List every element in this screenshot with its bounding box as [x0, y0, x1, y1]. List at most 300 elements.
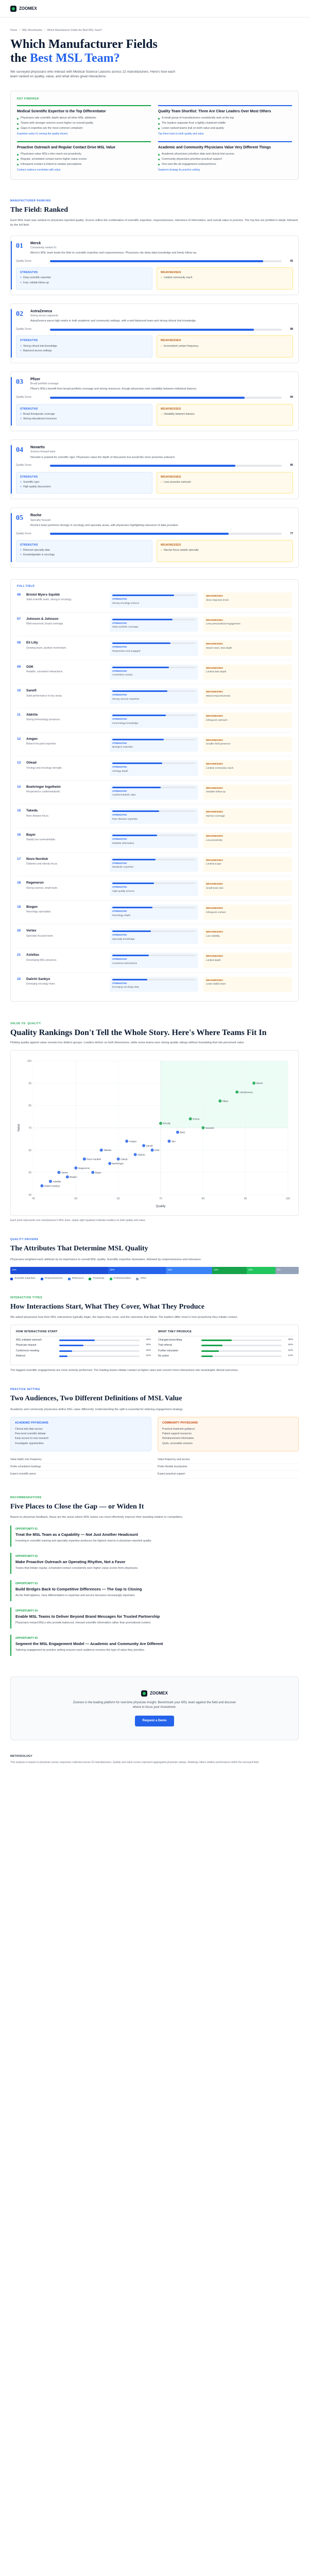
- pros-cons-grid: [16, 404, 293, 426]
- score-label: Quality Score: [16, 532, 32, 535]
- interaction-name: Changed prescribing: [158, 1338, 182, 1342]
- row-rank: 19: [17, 905, 21, 909]
- row-weakness: [203, 592, 292, 608]
- row-team: [17, 688, 105, 704]
- legend-swatch: [41, 1278, 43, 1280]
- row-score: [112, 810, 196, 812]
- row-weakness-head: WEAKNESSES: [206, 666, 223, 669]
- data-point: [66, 1175, 69, 1178]
- row-score-track: [112, 859, 196, 860]
- interactions-produce-col: [158, 1330, 293, 1360]
- row-weakness-head: WEAKNESSES: [206, 738, 223, 741]
- full-field-row: [17, 708, 292, 732]
- recommendation-body: Investing in scientific training and specialty expertise produces the highest returns in physician-reported quality.: [15, 1539, 152, 1543]
- interactions-grid: [10, 1325, 299, 1365]
- row-name: [17, 857, 105, 861]
- row-weakness-head: WEAKNESSES: [206, 978, 223, 981]
- row-weakness: [203, 880, 292, 896]
- weaknesses-head: WEAKNESSES: [161, 271, 181, 275]
- row-team: [17, 880, 105, 896]
- full-field-row: [17, 684, 292, 708]
- interaction-row: [16, 1354, 151, 1358]
- attribute-segment: 34%: [10, 1267, 108, 1274]
- interaction-row: [158, 1338, 293, 1342]
- row-description: Virology and oncology strength.: [26, 766, 62, 770]
- row-strength-text: Strong vaccine expertise: [112, 698, 140, 701]
- recommendations-intro: Based on physician feedback, these are the areas where MSL teams can most effectively improve their standing relative to competitors.: [10, 1516, 183, 1519]
- score-track: [50, 260, 282, 262]
- row-name: [17, 760, 105, 765]
- interaction-fill: [59, 1350, 72, 1352]
- row-team: [17, 760, 105, 776]
- audiences-intro: Academic and community physicians define MSL value differently. Understanding the split is essential for tailoring engagement strategy.: [10, 1408, 183, 1411]
- row-description: Solid scientific team, strong in oncology.: [26, 598, 72, 602]
- point-label: Boehringer: [112, 1162, 124, 1165]
- strengths-box: [16, 335, 152, 358]
- community-head: COMMUNITY PHYSICIANS: [162, 1421, 198, 1425]
- row-score-fill: [112, 955, 149, 956]
- academic-traits: [10, 1456, 151, 1479]
- card-info: [30, 309, 196, 324]
- row-team: [17, 953, 105, 968]
- legend-item: [10, 1277, 36, 1281]
- data-point: [235, 1091, 238, 1094]
- full-field-row: [17, 900, 292, 924]
- row-description: Specialty focused team.: [26, 934, 54, 938]
- interaction-fill: [59, 1345, 83, 1346]
- team-subtitle: Consistently ranked #1: [30, 246, 57, 249]
- rank-number: 05: [16, 514, 23, 522]
- strengths-list: [20, 276, 148, 285]
- recommendations-list: [10, 1526, 299, 1656]
- score-fill: [50, 329, 254, 331]
- full-field-row: [17, 588, 292, 612]
- row-rank: 08: [17, 641, 21, 645]
- row-strength-text: Courteous interactions: [112, 962, 137, 965]
- methodology-text: This analysis is based on physician survey responses collected across 22 manufacturers. Quality and value scores represent aggregated physician ratings. Rankings reflect relative performance within the surveyed field.: [10, 1760, 260, 1764]
- team-subtitle: Strong across segments: [30, 314, 58, 317]
- interactions-title: How Interactions Start, What They Cover, What They Produce: [10, 1302, 204, 1311]
- full-field-label: FULL FIELD: [17, 584, 35, 588]
- community-box: [158, 1417, 299, 1451]
- full-field-row: [17, 924, 292, 948]
- row-team: [17, 617, 105, 632]
- strength-item: + Knowledgeable in oncology: [20, 553, 148, 557]
- recommendation-title: Segment the MSL Engagement Model — Academic and Community Are Different: [15, 1641, 163, 1647]
- row-strength: [110, 833, 198, 848]
- data-point: [74, 1166, 77, 1170]
- row-score-fill: [112, 715, 166, 716]
- team-name: Pfizer: [30, 378, 41, 382]
- row-rank: 10: [17, 689, 21, 693]
- attributes-section: [10, 1238, 299, 1281]
- row-strength-head: STRENGTHS: [112, 789, 127, 792]
- interaction-row: [158, 1344, 293, 1347]
- weaknesses-box: [157, 404, 293, 426]
- interactions-label: INTERACTION TYPES: [10, 1296, 43, 1299]
- data-point: [91, 1171, 94, 1174]
- row-score: [112, 979, 196, 980]
- interaction-track: [59, 1355, 140, 1357]
- attribute-segment: 10%: [247, 1267, 276, 1274]
- full-field-row: [17, 756, 292, 780]
- strengths-head: STRENGTHS: [20, 543, 38, 547]
- card-accent: [11, 513, 12, 562]
- row-score-fill: [112, 787, 161, 788]
- recommendation-item: [10, 1580, 299, 1601]
- request-demo-button[interactable]: Request a Demo: [135, 1716, 174, 1726]
- card-header: [16, 309, 293, 324]
- top-ranked-list: [10, 235, 299, 568]
- page-title-highlight: Best MSL Team?: [30, 52, 120, 65]
- row-weakness-text: Slow response times: [206, 599, 229, 602]
- recommendations-section: [10, 1496, 299, 1656]
- finding-card: [158, 141, 292, 172]
- row-score-track: [112, 955, 196, 956]
- row-rank: 11: [17, 713, 21, 717]
- weaknesses-list: [161, 549, 289, 552]
- row-strength: [110, 737, 198, 752]
- strengths-box: [16, 472, 152, 494]
- team-name: AstraZeneca: [30, 309, 53, 313]
- attributes-label: QUALITY DRIVERS: [10, 1238, 39, 1241]
- row-strength-head: STRENGTHS: [112, 693, 127, 697]
- x-axis-label: Quality: [156, 1205, 166, 1209]
- row-score-track: [112, 619, 196, 620]
- row-strength-text: Neurology depth: [112, 914, 131, 917]
- row-rank: 22: [17, 977, 21, 981]
- row-strength-text: Biologics expertise: [112, 746, 133, 749]
- card-info: [30, 241, 197, 256]
- full-field-row: [17, 852, 292, 876]
- academic-box: [10, 1417, 151, 1451]
- strengths-box: [16, 540, 152, 562]
- team-subtitle: Broad portfolio coverage: [30, 382, 59, 386]
- point-label: Takeda: [104, 1149, 112, 1152]
- breadcrumb-home[interactable]: Home: [10, 29, 18, 32]
- point-label: BMS: [180, 1131, 185, 1134]
- point-label: Vertex: [61, 1171, 68, 1174]
- score-value: 92: [290, 259, 293, 263]
- community-item: Reimbursement information: [162, 1437, 194, 1440]
- row-strength: [110, 905, 198, 920]
- row-rank: 16: [17, 833, 21, 837]
- row-strength-head: STRENGTHS: [112, 958, 127, 961]
- row-weakness-head: WEAKNESSES: [206, 835, 223, 838]
- interaction-row: [16, 1344, 151, 1347]
- row-strength-text: Immunology knowledge: [112, 722, 139, 725]
- rank-number: 03: [16, 378, 23, 386]
- cta-text: Zoomex is the leading platform for real-time physician insight. Benchmark your MSL team against the field and discover where to focus your investment.: [73, 1701, 236, 1709]
- finding-note: Contact cadence correlates with value: [17, 168, 61, 172]
- card-accent: [11, 445, 12, 494]
- row-weakness: [203, 808, 292, 824]
- weakness-item: – Inconsistent contact frequency: [161, 345, 289, 348]
- card-header: [16, 445, 293, 460]
- team-description: Merck's MSL team leads the field on scientific expertise and responsiveness. Physicians cite deep data knowledge and timely follow-up.: [30, 251, 197, 255]
- interaction-track: [59, 1350, 140, 1352]
- point-label: Biogen: [70, 1176, 77, 1179]
- row-score-fill: [112, 762, 162, 764]
- point-label: Gilead: [121, 1158, 128, 1161]
- point-label: Pfizer: [222, 1099, 229, 1103]
- row-weakness-text: Low proactivity: [206, 839, 222, 842]
- strength-item: + Strong clinical trial knowledge: [20, 345, 148, 348]
- full-field-row: [17, 804, 292, 828]
- row-strength-head: STRENGTHS: [112, 909, 127, 912]
- weaknesses-box: [157, 267, 293, 290]
- full-field-row: [17, 780, 292, 804]
- score-row: [16, 396, 293, 399]
- full-field-row: [17, 636, 292, 660]
- team-description: Roche's team performs strongly in oncology and specialty areas, with physicians highlighting relevance of data provided.: [30, 523, 179, 527]
- row-weakness-text: Mixed responsiveness: [206, 695, 231, 698]
- field-title: The Field: Ranked: [10, 206, 68, 214]
- row-score-track: [112, 739, 196, 740]
- row-weakness-head: WEAKNESSES: [206, 690, 223, 693]
- row-description: Solid performance in key areas.: [26, 694, 63, 698]
- finding-points: [17, 116, 151, 130]
- row-team-name: Amgen: [26, 737, 38, 741]
- team-description: AstraZeneca earns high marks in both academic and community settings, with a well-balanced team and strong clinical trial knowledge.: [30, 319, 197, 323]
- y-tick-label: 60: [28, 1149, 31, 1153]
- breadcrumb-section[interactable]: MSL Benchmarks: [22, 29, 43, 32]
- row-strength-text: Wide portfolio coverage: [112, 626, 139, 629]
- weakness-item: – Variability between liaisons: [161, 413, 289, 416]
- row-score-fill: [112, 883, 154, 884]
- score-value: 88: [290, 328, 293, 331]
- recommendation-body: Teams that initiate regular, scheduled contact consistently earn higher value scores from physicians.: [15, 1567, 139, 1570]
- row-description: Rare disease focus.: [26, 814, 49, 818]
- row-weakness-head: WEAKNESSES: [206, 883, 223, 886]
- data-point: [176, 1131, 179, 1134]
- full-field-row: [17, 948, 292, 972]
- row-weakness: [203, 760, 292, 776]
- row-weakness-head: WEAKNESSES: [206, 858, 223, 861]
- weakness-item: – Less proactive outreach: [161, 481, 289, 484]
- attributes-legend: [10, 1277, 299, 1281]
- row-team-name: Gilead: [26, 761, 37, 765]
- finding-note: Segment strategy by practice setting: [158, 168, 200, 172]
- row-weakness: [203, 833, 292, 848]
- academic-trait: Prefer scheduled meetings: [10, 1464, 151, 1471]
- row-score: [112, 859, 196, 860]
- ranked-team-card: [10, 507, 299, 567]
- strengths-head: STRENGTHS: [20, 271, 38, 275]
- strengths-head: STRENGTHS: [20, 475, 38, 479]
- interaction-fill: [59, 1340, 95, 1341]
- data-point: [159, 1122, 162, 1125]
- ranked-team-card: [10, 439, 299, 499]
- row-strength: [110, 857, 198, 872]
- full-field-row: [17, 828, 292, 852]
- recommendation-kicker: OPPORTUNITY 02: [15, 1555, 38, 1558]
- score-track: [50, 397, 282, 399]
- row-weakness-text: Least visible team: [206, 983, 226, 986]
- recommendation-body: Tailoring engagement by practice setting ensures each audience receives the type of value they prioritize.: [15, 1649, 145, 1652]
- row-rank: 12: [17, 737, 21, 741]
- card-header: [16, 513, 293, 528]
- row-strength: [110, 713, 198, 728]
- row-weakness: [203, 953, 292, 968]
- y-tick-label: 90: [28, 1082, 31, 1086]
- key-findings: [10, 91, 299, 180]
- team-subtitle: Specialty focused: [30, 518, 51, 522]
- interaction-name: Referral: [16, 1354, 25, 1358]
- row-weakness-head: WEAKNESSES: [206, 594, 223, 597]
- interaction-value: 38%: [288, 1338, 293, 1342]
- finding-point: Physicians value MSLs who reach out proactively: [17, 152, 151, 157]
- row-rank: 20: [17, 929, 21, 933]
- recommendation-title: Enable MSL Teams to Deliver Beyond Brand Messages for Trusted Partnership: [15, 1614, 160, 1619]
- academic-trait: Expect scientific peers: [10, 1471, 151, 1478]
- row-weakness-text: Limited community reach: [206, 767, 234, 770]
- data-point: [57, 1171, 60, 1174]
- data-point: [252, 1081, 255, 1084]
- row-description: Respected in cardiometabolic.: [26, 790, 61, 794]
- row-team-name: Bayer: [26, 833, 36, 837]
- page-title-main: Which Manufacturer Fields the: [10, 38, 158, 65]
- interaction-name: Trial referral: [158, 1344, 172, 1347]
- card-accent: [11, 377, 12, 426]
- finding-card: [17, 141, 151, 172]
- interaction-value: 26%: [288, 1344, 293, 1347]
- row-strength: [110, 760, 198, 776]
- row-strength-head: STRENGTHS: [112, 814, 127, 817]
- rank-number: 04: [16, 446, 23, 454]
- interaction-value: 14%: [288, 1354, 293, 1357]
- audiences-title: Two Audiences, Two Different Definitions of MSL Value: [10, 1395, 182, 1403]
- interaction-name: No action: [158, 1354, 169, 1358]
- scatter-title: Quality Rankings Don't Tell the Whole Story. Here's Where Teams Fit In: [10, 1028, 267, 1037]
- weaknesses-head: WEAKNESSES: [161, 475, 181, 479]
- recommendations-title: Five Places to Close the Gap — or Widen It: [10, 1502, 144, 1511]
- legend-swatch: [136, 1278, 139, 1280]
- row-score-track: [112, 667, 196, 668]
- legend-label: Relevance: [72, 1277, 84, 1280]
- recommendation-title: Treat the MSL Team as a Capability — Not Just Another Headcount: [15, 1532, 138, 1537]
- scatter-section: [10, 1022, 299, 1223]
- y-tick-label: 50: [28, 1171, 31, 1175]
- cta-brand: ZOOMEX: [150, 1691, 168, 1696]
- brand-mark-icon: [10, 6, 16, 12]
- row-strength-text: Metabolic expertise: [112, 866, 134, 869]
- cta-logo: [21, 1690, 288, 1697]
- row-strength-head: STRENGTHS: [112, 718, 127, 720]
- strength-item: + Relevant specialty data: [20, 549, 148, 552]
- row-score-fill: [112, 739, 164, 740]
- row-name: [17, 808, 105, 813]
- top-bar: [0, 0, 309, 18]
- row-team-name: Biogen: [26, 905, 38, 909]
- weakness-item: – Narrow focus outside specialty: [161, 549, 289, 552]
- row-score: [112, 787, 196, 788]
- row-description: Biotech-focused expertise.: [26, 742, 57, 746]
- row-weakness-text: Narrow coverage: [206, 815, 225, 818]
- weakness-item: – Limited community reach: [161, 276, 289, 280]
- recommendation-item: [10, 1635, 299, 1656]
- score-label: Quality Score: [16, 464, 32, 467]
- cta-block: [10, 1676, 299, 1740]
- row-strength: [110, 953, 198, 968]
- row-strength-text: Responsive and engaged: [112, 650, 141, 653]
- interactions-section: [10, 1296, 299, 1373]
- rank-number: 02: [16, 310, 23, 318]
- finding-points: [158, 152, 292, 166]
- row-score-track: [112, 690, 196, 692]
- row-score-fill: [112, 642, 170, 644]
- team-name: Merck: [30, 241, 41, 245]
- community-item: Practical treatment guidance: [162, 1427, 195, 1431]
- data-point: [108, 1162, 111, 1165]
- row-strength: [110, 592, 198, 608]
- score-track: [50, 329, 282, 331]
- row-weakness-text: Limited data depth: [206, 671, 227, 674]
- row-score-track: [112, 907, 196, 908]
- row-score: [112, 930, 196, 932]
- point-label: Astellas: [53, 1180, 61, 1183]
- finding-title: Academic and Community Physicians Value Very Different Things: [158, 145, 271, 149]
- row-team-name: Bristol Myers Squibb: [26, 592, 60, 597]
- data-point: [167, 1140, 170, 1143]
- row-score-track: [112, 979, 196, 980]
- audiences-grid: [10, 1417, 299, 1451]
- x-tick-label: 40: [32, 1197, 35, 1201]
- row-rank: 17: [17, 857, 21, 861]
- data-point: [117, 1158, 120, 1161]
- finding-title: Proactive Outreach and Regular Contact Drive MSL Value: [17, 145, 115, 149]
- row-team-name: AbbVie: [26, 713, 38, 717]
- y-axis-label: Value: [18, 1124, 21, 1132]
- row-weakness-text: Newer team, less depth: [206, 647, 232, 650]
- interaction-name: Conference meeting: [16, 1349, 40, 1352]
- recommendation-title: Make Proactive Outreach an Operating Rhythm, Not a Favor: [15, 1560, 126, 1565]
- row-strength-text: Virology depth: [112, 770, 128, 773]
- row-score: [112, 835, 196, 836]
- row-name: [17, 592, 105, 597]
- strength-item: + Scientific rigor: [20, 481, 148, 484]
- interactions-intro: We asked physicians how their MSL interactions typically begin, the topics they cover, and the outcomes that follow. The leaders differ most in how proactively they initiate contact.: [10, 1316, 238, 1319]
- row-strength-head: STRENGTHS: [112, 766, 127, 769]
- finding-note: Top three lead on both quality and value: [158, 132, 204, 135]
- strength-item: + High-quality discussions: [20, 485, 148, 489]
- row-rank: 07: [17, 617, 21, 621]
- row-score-fill: [112, 595, 174, 596]
- strengths-box: [16, 267, 152, 290]
- score-label: Quality Score: [16, 259, 32, 263]
- score-value: 77: [290, 532, 293, 535]
- full-field-list: [10, 579, 299, 1002]
- score-label: Quality Score: [16, 396, 32, 399]
- row-name: [17, 833, 105, 837]
- point-label: GSK: [154, 1149, 160, 1152]
- row-score-track: [112, 642, 196, 644]
- brand-logo[interactable]: [10, 6, 37, 12]
- recommendation-body: Physicians reward MSLs who provide balanced, relevant scientific information rather than promotional content.: [15, 1621, 151, 1625]
- row-score: [112, 762, 196, 764]
- full-field-row: [17, 732, 292, 756]
- row-weakness-text: Limited depth: [206, 959, 221, 962]
- full-field-row: [17, 660, 292, 684]
- scatter-caption: Each point represents one manufacturer's MSL team. Upper-right quadrant indicates leaders on both quality and value.: [10, 1218, 146, 1222]
- row-team: [17, 640, 105, 656]
- row-score-track: [112, 595, 196, 596]
- row-description: Emerging oncology team.: [26, 982, 56, 986]
- interaction-fill: [59, 1355, 67, 1357]
- y-tick-label: 100: [27, 1060, 31, 1063]
- interaction-name: Physician request: [16, 1344, 37, 1347]
- interaction-track: [201, 1340, 282, 1341]
